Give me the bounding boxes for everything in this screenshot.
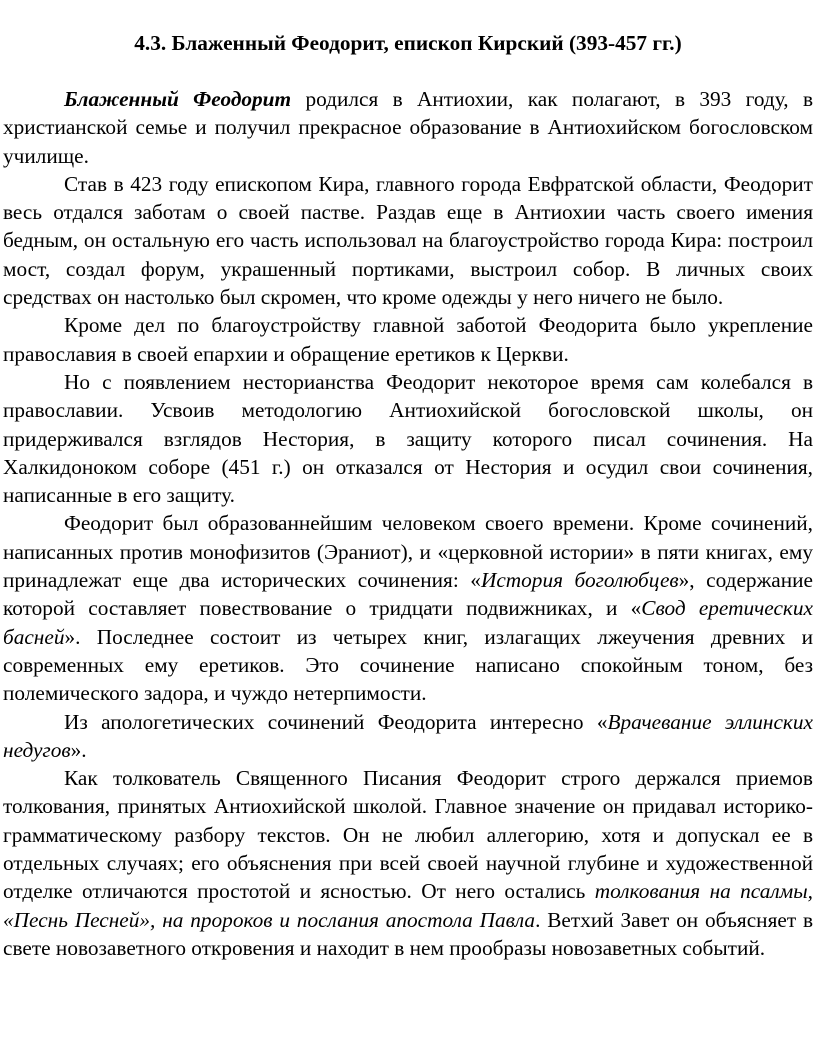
italic-title-heresies: Свод еретических басней: [3, 596, 813, 649]
paragraph-1: [3, 85, 813, 170]
paragraph-5-text-a: Феодорит был образованнейшим человеком своего времени. Кроме сочинений, написанных против монофизитов (Эраниот), и «церковной истории» в пяти книгах, ему принадлежат еще два исторических сочинения: «: [3, 511, 813, 593]
paragraph-6: [3, 708, 813, 765]
paragraph-5-text-b: », содержание которой составляет повествование о тридцати подвижниках, и «: [3, 568, 813, 621]
paragraph-2: Став в 423 году епископом Кира, главного города Евфратской области, Феодорит весь отдался заботам о своей пастве. Раздав еще в Антиохии часть своего имения бедным, он остальную его часть использовал на благоустройство города Кира: построил мост, создал форум, украшенный портиками, выстроил собор. В личных своих средствах он настолько был скромен, что кроме одежды у него ничего не было.: [3, 171, 813, 310]
paragraph-5-text-c: ». Последнее состоит из четырех книг, излагащих лжеучения древних и современных ему еретиков. Это сочинение написано спокойным тоном, без полемического задора, и чуждо нетерпимости.: [3, 624, 813, 706]
paragraph-7-text-b: . Ветхий Завет он объясняет в свете новозаветного откровения и находит в нем прообразы новозаветных событий.: [3, 907, 813, 960]
paragraph-4: Но с появлением несторианства Феодорит некоторое время сам колебался в православии. Усвоив методологию Антиохийской богословской школы, он придерживался взглядов Нестория, в защиту которого писал сочинения. На Халкидоноком соборе (451 г.) он отказался от Нестория и осудил свои сочинения, написанные в его защиту.: [3, 369, 813, 508]
italic-title-cure: Врачевание эллинских недугов: [3, 709, 814, 762]
section-title: 4.3. Блаженный Феодорит, епископ Кирский (393-457 гг.): [134, 31, 682, 55]
paragraph-6-text-a: Из апологетических сочинений Феодорита интересно «: [64, 709, 608, 734]
bold-italic-lead: Блаженный Феодорит: [64, 87, 292, 111]
paragraph-3: Кроме дел по благоустройству главной заботой Феодорита было укрепление православия в своей епархии и обращение еретиков к Церкви.: [3, 313, 813, 366]
paragraph-5: [3, 509, 813, 707]
italic-title-history: История боголюбцев: [480, 568, 679, 593]
paragraph-7: [3, 764, 813, 962]
italic-commentaries: толкования на псалмы, «Песнь Песней», на пророков и послания апостола Павла: [3, 879, 813, 932]
paragraph-7-text-a: Как толкователь Священного Писания Феодорит строго держался приемов толкования, принятых Антиохийской школой. Главное значение он придавал историко-грамматическому разбору текстов. Он не любил аллегорию, хотя и допускал ее в отдельных случаях; его объяснения при всей своей научной глубине и художественной отделке отличаются простотой и ясностью. От него остались: [3, 766, 813, 904]
paragraph-1-text: родился в Антиохии, как полагают, в 393 году, в христианской семье и получил прекрасное образование в Антиохийском богословском училище.: [3, 87, 813, 168]
paragraph-6-text-b: ».: [70, 737, 87, 762]
